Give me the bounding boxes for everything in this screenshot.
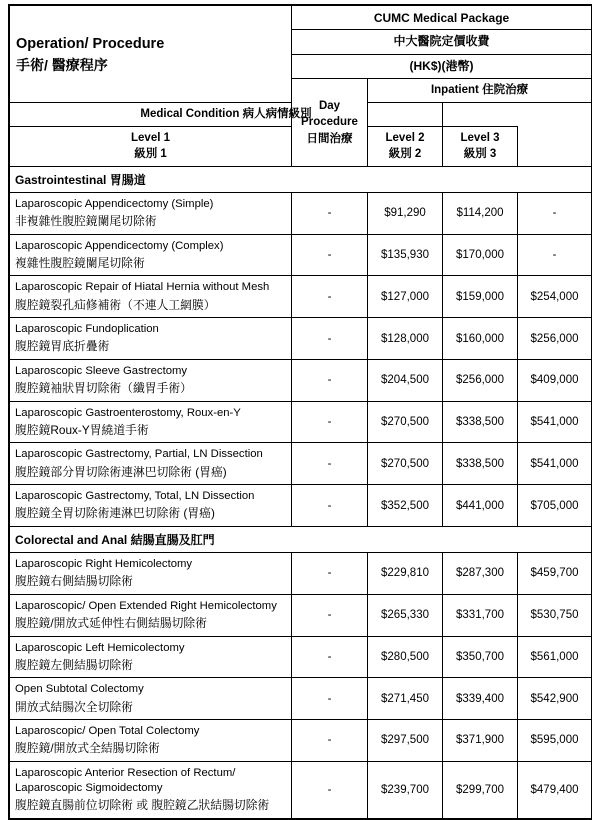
medical-condition-header: Medical Condition 病人病情級別 [10, 102, 443, 126]
level1-price: $265,330 [368, 594, 443, 636]
procedure-name-zh: 腹腔鏡部分胃切除術連淋巴切除術 (胃癌) [15, 464, 227, 479]
table-row [10, 485, 592, 527]
level3-price: $479,400 [518, 761, 592, 818]
procedure-name-en: Laparoscopic/ Open Extended Right Hemicolectomy [15, 599, 277, 612]
currency-label: (HK$)(港幣) [292, 54, 592, 78]
day-procedure-price: - [292, 443, 368, 485]
price-table-container [8, 4, 592, 820]
day-procedure-price: - [292, 485, 368, 527]
procedure-name-zh: 複雜性腹腔鏡闌尾切除術 [15, 255, 145, 270]
inpatient-header: Inpatient 住院治療 [368, 79, 592, 103]
level2-price: $441,000 [443, 485, 518, 527]
level2-price: $350,700 [443, 636, 518, 678]
level1-price: $297,500 [368, 720, 443, 762]
table-row [10, 720, 592, 762]
level2-price: $114,200 [443, 192, 518, 234]
level1-price: $128,000 [368, 318, 443, 360]
procedure-name-zh: 腹腔鏡袖狀胃切除術（纖胃手術） [15, 381, 192, 396]
procedure-name-en: Laparoscopic Appendicectomy (Complex) [15, 239, 224, 252]
level3-price: $459,700 [518, 552, 592, 594]
procedure-name-en: Laparoscopic Appendicectomy (Simple) [15, 197, 214, 210]
procedure-name-en: Laparoscopic/ Open Total Colectomy [15, 725, 200, 738]
day-procedure-price: - [292, 318, 368, 360]
procedure-name-cell [10, 192, 292, 234]
section-header-row [10, 166, 592, 192]
procedure-name-cell [10, 443, 292, 485]
operation-header-cell [10, 6, 292, 103]
table-row [10, 443, 592, 485]
header-row-package [10, 6, 592, 30]
level2-price: $339,400 [443, 678, 518, 720]
level1-en: Level 1 [131, 131, 170, 144]
table-row [10, 192, 592, 234]
section-title: Gastrointestinal 胃腸道 [10, 166, 592, 192]
price-table [9, 5, 592, 819]
level3-price: $705,000 [518, 485, 592, 527]
level3-price: - [518, 234, 592, 276]
level3-price: $541,000 [518, 401, 592, 443]
level2-price: $287,300 [443, 552, 518, 594]
day-procedure-price: - [292, 401, 368, 443]
procedure-name-zh: 非複雜性腹腔鏡闌尾切除術 [15, 214, 157, 229]
day-procedure-en: Day Procedure [301, 99, 358, 129]
level3-price: $409,000 [518, 359, 592, 401]
level2-price: $256,000 [443, 359, 518, 401]
procedure-name-zh: 腹腔鏡Roux-Y胃繞道手術 [15, 422, 149, 437]
level3-zh: 級別 3 [463, 148, 497, 161]
procedure-name-cell [10, 276, 292, 318]
level1-price: $239,700 [368, 761, 443, 818]
day-procedure-price: - [292, 192, 368, 234]
procedure-name-en: Laparoscopic Repair of Hiatal Hernia without Mesh [15, 281, 270, 294]
level2-price: $338,500 [443, 443, 518, 485]
procedure-name-en: Laparoscopic Gastrectomy, Total, LN Dissection [15, 490, 255, 503]
level2-price: $160,000 [443, 318, 518, 360]
table-row [10, 761, 592, 818]
procedure-name-en: Laparoscopic Fundoplication [15, 323, 159, 336]
procedure-name-en: Laparoscopic Gastroenterostomy, Roux-en-Y [15, 406, 241, 419]
level2-price: $159,000 [443, 276, 518, 318]
level1-price: $229,810 [368, 552, 443, 594]
procedure-name-zh: 腹腔鏡全胃切除術連淋巴切除術 (胃癌) [15, 506, 215, 521]
procedure-name-en: Open Subtotal Colectomy [15, 683, 144, 696]
procedure-name-cell [10, 720, 292, 762]
section-header-row [10, 526, 592, 552]
level3-header [443, 126, 518, 166]
level2-zh: 級別 2 [388, 148, 422, 161]
level3-price: - [518, 192, 592, 234]
level1-header [10, 126, 292, 166]
table-row [10, 678, 592, 720]
day-procedure-price: - [292, 234, 368, 276]
table-row [10, 359, 592, 401]
table-row [10, 318, 592, 360]
procedure-name-en: Laparoscopic Anterior Resection of Rectum/ Laparoscopic Sigmoidectomy [15, 766, 236, 795]
procedure-name-cell [10, 552, 292, 594]
procedure-name-zh: 腹腔鏡直腸前位切除術 或 腹腔鏡乙狀結腸切除術 [15, 798, 270, 813]
table-row [10, 401, 592, 443]
day-procedure-price: - [292, 636, 368, 678]
level3-price: $254,000 [518, 276, 592, 318]
header-row-condition [10, 102, 592, 126]
procedure-name-cell [10, 761, 292, 818]
procedure-name-cell [10, 485, 292, 527]
day-procedure-price: - [292, 276, 368, 318]
level2-en: Level 2 [385, 131, 425, 144]
procedure-name-cell [10, 636, 292, 678]
procedure-name-zh: 開放式結腸次全切除術 [15, 699, 133, 714]
day-procedure-header [292, 79, 368, 167]
procedure-name-en: Laparoscopic Left Hemicolectomy [15, 641, 185, 654]
level2-price: $338,500 [443, 401, 518, 443]
procedure-name-cell [10, 234, 292, 276]
day-procedure-price: - [292, 594, 368, 636]
level3-price: $256,000 [518, 318, 592, 360]
day-procedure-price: - [292, 359, 368, 401]
procedure-name-en: Laparoscopic Gastrectomy, Partial, LN Dissection [15, 448, 263, 461]
procedure-name-zh: 腹腔鏡裂孔疝修補術（不連人工網膜） [15, 297, 216, 312]
level2-price: $331,700 [443, 594, 518, 636]
level2-header [368, 126, 443, 166]
level1-price: $127,000 [368, 276, 443, 318]
table-row [10, 552, 592, 594]
level1-price: $271,450 [368, 678, 443, 720]
table-row [10, 276, 592, 318]
level3-price: $530,750 [518, 594, 592, 636]
level3-price: $541,000 [518, 443, 592, 485]
level1-price: $91,290 [368, 192, 443, 234]
level2-price: $371,900 [443, 720, 518, 762]
level1-price: $352,500 [368, 485, 443, 527]
procedure-name-cell [10, 594, 292, 636]
procedure-name-zh: 腹腔鏡/開放式全結腸切除術 [15, 741, 160, 756]
package-title-en: CUMC Medical Package [292, 6, 592, 30]
package-title-zh: 中大醫院定價收費 [292, 30, 592, 54]
day-procedure-price: - [292, 761, 368, 818]
level1-zh: 級別 1 [134, 148, 167, 161]
level3-price: $561,000 [518, 636, 592, 678]
level1-price: $204,500 [368, 359, 443, 401]
operation-header-en: Operation/ Procedure [16, 35, 165, 52]
table-header [10, 6, 592, 167]
procedure-name-cell [10, 678, 292, 720]
procedure-name-zh: 腹腔鏡胃底折疊術 [15, 339, 110, 354]
procedure-name-cell [10, 318, 292, 360]
procedure-name-cell [10, 401, 292, 443]
day-procedure-price: - [292, 678, 368, 720]
day-procedure-price: - [292, 552, 368, 594]
level3-price: $595,000 [518, 720, 592, 762]
level1-price: $280,500 [368, 636, 443, 678]
level1-price: $270,500 [368, 443, 443, 485]
procedure-name-cell [10, 359, 292, 401]
level3-price: $542,900 [518, 678, 592, 720]
day-procedure-price: - [292, 720, 368, 762]
section-title: Colorectal and Anal 結腸直腸及肛門 [10, 526, 592, 552]
procedure-name-en: Laparoscopic Right Hemicolectomy [15, 557, 193, 570]
procedure-name-en: Laparoscopic Sleeve Gastrectomy [15, 364, 188, 377]
procedure-name-zh: 腹腔鏡右側結腸切除術 [15, 574, 133, 589]
operation-header-zh: 手術/ 醫療程序 [16, 57, 108, 74]
procedure-name-zh: 腹腔鏡左側結腸切除術 [15, 657, 133, 672]
table-row [10, 234, 592, 276]
table-row [10, 594, 592, 636]
table-body [10, 166, 592, 818]
level1-price: $270,500 [368, 401, 443, 443]
level1-price: $135,930 [368, 234, 443, 276]
table-row [10, 636, 592, 678]
level2-price: $299,700 [443, 761, 518, 818]
level3-en: Level 3 [460, 131, 500, 144]
day-procedure-zh: 日間治療 [306, 132, 353, 145]
procedure-name-zh: 腹腔鏡/開放式延伸性右側結腸切除術 [15, 616, 208, 630]
level2-price: $170,000 [443, 234, 518, 276]
